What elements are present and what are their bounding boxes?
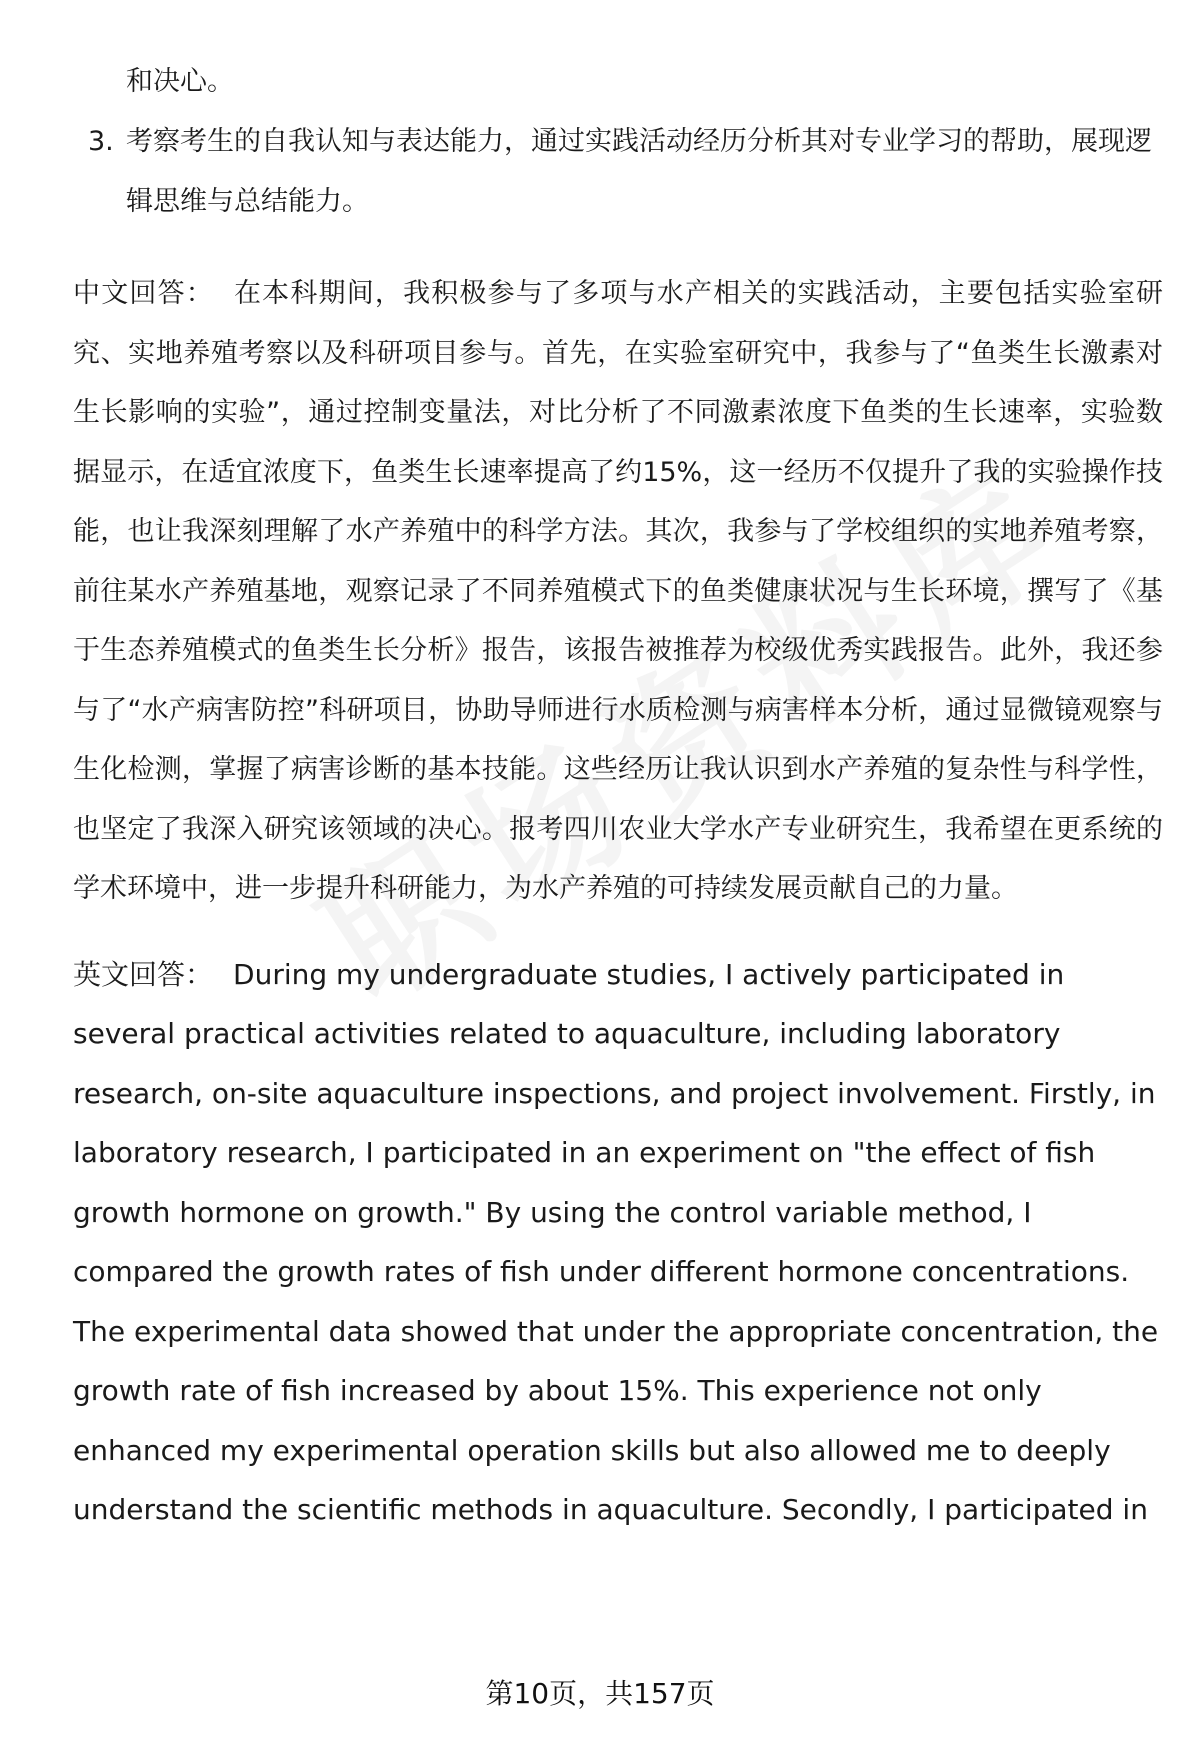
english-answer-text: During my undergraduate studies, I actively participated in several practical activities related to aquaculture, including laboratory research, on-site aquaculture inspections, and project involvement. Firstly, in laboratory research, I participated in an experiment on "the effect of fish growth hormone on growth." By using the control variable method, I compared the growth rates of fish under different hormone concentrations. The experimental data showed that under the appropriate concentration, the growth rate of fish increased by about 15%. This experience not only enhanced my experimental operation skills but also allowed me to deeply understand the scientific methods in aquaculture. Secondly, I participated in bbox=[73, 957, 1159, 1526]
chinese-answer-label: 中文回答： bbox=[73, 278, 214, 309]
chinese-answer-text: 在本科期间，我积极参与了多项与水产相关的实践活动，主要包括实验室研究、实地养殖考察以及科研项目参与。首先，在实验室研究中，我参与了“鱼类生长激素对生长影响的实验”，通过控制变量法，对比分析了不同激素浓度下鱼类的生长速率，实验数据显示，在适宜浓度下，鱼类生长速率提高了约15%，这一经历不仅提升了我的实验操作技能，也让我深刻理解了水产养殖中的科学方法。其次，我参与了学校组织的实地养殖考察，前往某水产养殖基地，观察记录了不同养殖模式下的鱼类健康状况与生长环境，撰写了《基于生态养殖模式的鱼类生长分析》报告，该报告被推荐为校级优秀实践报告。此外，我还参与了“水产病害防控”科研项目，协助导师进行水质检测与病害样本分析，通过显微镜观察与生化检测，掌握了病害诊断的基本技能。这些经历让我认识到水产养殖的复杂性与科学性，也坚定了我深入研究该领域的决心。报考四川农业大学水产专业研究生，我希望在更系统的学术环境中，进一步提升科研能力，为水产养殖的可持续发展贡献自己的力量。 bbox=[73, 278, 1164, 904]
list-item-text: 考察考生的自我认知与表达能力，通过实践活动经历分析其对专业学习的帮助，展现逻辑思维与总结能力。 bbox=[126, 126, 1152, 217]
english-answer-label: 英文回答： bbox=[73, 957, 214, 991]
english-answer-paragraph bbox=[73, 945, 1163, 1540]
list-item bbox=[73, 112, 1163, 232]
page-number: 第10页，共157页 bbox=[485, 1677, 715, 1710]
chinese-answer-paragraph bbox=[73, 264, 1163, 919]
list-item-number: 3. bbox=[88, 126, 114, 157]
page-content bbox=[73, 52, 1163, 1540]
continuation-text: 和决心。 bbox=[126, 66, 234, 97]
